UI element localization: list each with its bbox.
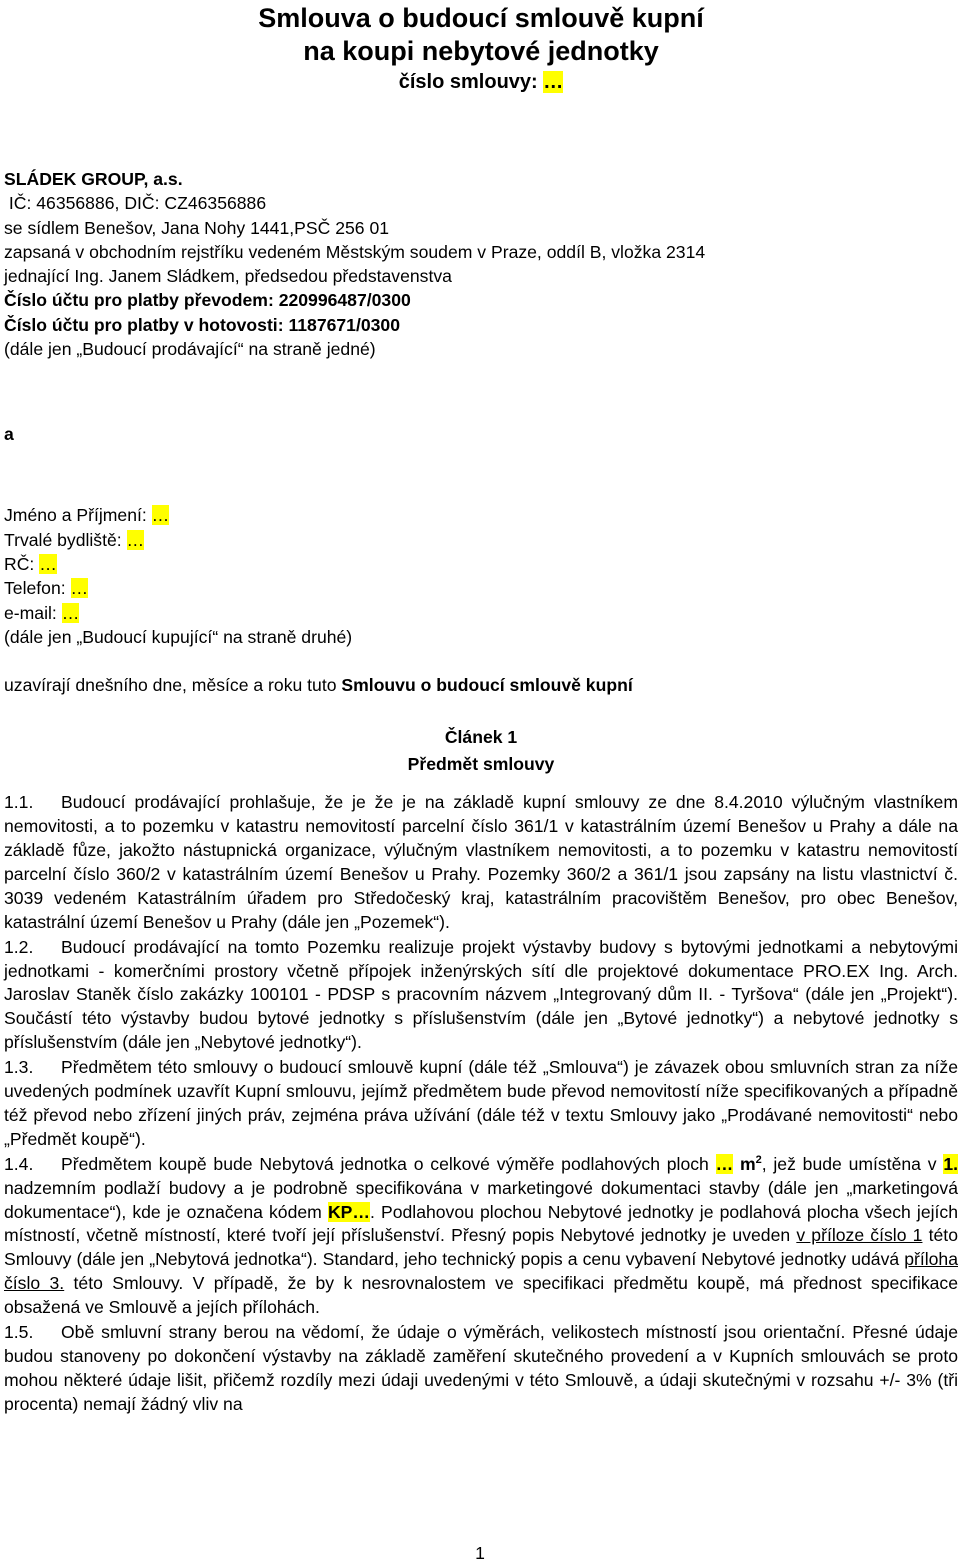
contract-number (4, 69, 958, 95)
buyer-email-value: … (61, 602, 80, 623)
section-1-4 (4, 1153, 958, 1320)
title-line-2: na koupi nebytové jednotky (303, 36, 659, 66)
seller-ids: IČ: 46356886, DIČ: CZ46356886 (4, 193, 267, 214)
area-unit-exponent: 2 (755, 1153, 762, 1166)
party-conjunction: a (4, 424, 14, 445)
section-text: Budoucí prodávající prohlašuje, že je že je na základě kupní smlouvy ze dne 8.4.2010 výlučným vlastníkem nemovitosti, a to pozemku v katastru nemovitostí parcelní číslo 361/1 v katastrálním území Benešov u Prahy a dále na základě fůze, jakožto nástupnická organizace, výlučným vlastníkem nemovitosti, a to pozemku v katastru nemovitostí parcelní číslo 360/2 v katastrálním území Benešov u Prahy. Pozemky 360/2 a 361/1 jsou zapsány na listu vlastnictví č. 3039 vedeném Katastrálním úřadem pro Středočeský kraj, katastrálním pracovištěm Benešov, pro obec Benešov, katastrální území Benešov u Prahy (dále jen „Pozemek“). (4, 792, 958, 932)
buyer-phone-label: Telefon: (4, 578, 71, 599)
section-1-2 (4, 936, 958, 1056)
section-text: této Smlouvy (dále jen „Nebytová jednotka“). Standard, jeho technický popis a cenu vybavení Nebytové jednotky udává (4, 1225, 958, 1270)
section-text: Předmětem této smlouvy o budoucí smlouvě kupní (dále též „Smlouva“) je závazek obou smluvních stran za níže uvedených podmínek uzavřít Kupní smlouvu, jejímž předmětem bude převod nemovitostí níže specifikovaných a případně též převod nebo zřízení jiných práv, zejména práva užívání (dále též v textu Smlouvy jako „Prodávané nemovitosti“ nebo „Předmět koupě“). (4, 1057, 958, 1149)
section-number: 1.2. (4, 936, 34, 957)
intro-text: uzavírají dnešního dne, měsíce a roku tuto (4, 675, 342, 696)
contract-number-value: … (543, 71, 564, 93)
unit-code: KP… (327, 1201, 370, 1222)
floor-number: 1. (943, 1153, 958, 1174)
contract-page (4, 0, 958, 1417)
buyer-field-address (4, 528, 958, 552)
section-text: . Podlahovou plochou Nebytové jednotky je podlahová plocha všech jejích místností, včetně místností, které tvoří její příslušenství. Přesný popis Nebytové jednotky je uveden (4, 1201, 958, 1246)
contract-number-label: číslo smlouvy: (398, 71, 538, 93)
buyer-field-phone (4, 576, 958, 600)
buyer-email-label: e-mail: (4, 602, 62, 623)
buyer-id-value: … (39, 553, 57, 574)
page-number: 1 (475, 1543, 485, 1563)
section-text: Předmětem koupě bude Nebytová jednotka o celkové výměře podlahových ploch (61, 1153, 716, 1174)
section-number: 1.4. (4, 1153, 34, 1174)
section-1-1 (4, 791, 958, 934)
article-title: Předmět smlouvy (407, 754, 555, 775)
seller-name: SLÁDEK GROUP, a.s. (4, 169, 183, 189)
seller-registry: zapsaná v obchodním rejstříku vedeném Městským soudem v Praze, oddíl B, vložka 2314 (4, 241, 706, 262)
area-value: … (715, 1153, 734, 1174)
document-title (4, 2, 958, 68)
article-heading (4, 724, 958, 778)
section-text: nadzemním podlaží budovy a je podrobně specifikována v marketingové dokumentaci stavby (dále jen „marketingová dokumentace“), kde je označena kódem (4, 1177, 958, 1222)
seller-role: (dále jen „Budoucí prodávající“ na straně jedné) (4, 339, 376, 360)
annex-1-reference: v příloze číslo 1 (796, 1225, 923, 1246)
buyer-address-label: Trvalé bydliště: (4, 529, 127, 550)
article-number: Článek 1 (444, 727, 518, 748)
buyer-name-value: … (151, 505, 170, 526)
section-number: 1.1. (4, 792, 34, 813)
area-unit: m (733, 1153, 756, 1174)
section-text: Obě smluvní strany berou na vědomí, že údaje o výměrách, velikostech místností jsou orientační. Přesné údaje budou stanoveny po dokončení výstavby na základě zaměření skutečného provedení a v Kupních smlouvách se proto mohou některé údaje lišit, přičemž rozdíly mezi údaji uvedenými v této Smlouvě, a údaji skutečnými v rozsahu +/- 3% (tři procenta) nemají žádný vliv na (4, 1322, 958, 1414)
sections (4, 791, 958, 1417)
section-text: této Smlouvy. V případě, že by k nesrovnalostem ve specifikaci předmětu koupě, má přednost specifikace obsažená ve Smlouvě a jejích přílohách. (4, 1273, 958, 1318)
seller-representative: jednající Ing. Janem Sládkem, předsedou představenstva (4, 266, 452, 287)
buyer-role: (dále jen „Budoucí kupující“ na straně druhé) (4, 626, 353, 647)
section-number: 1.5. (4, 1322, 34, 1343)
buyer-name-label: Jméno a Příjmení: (4, 505, 152, 526)
seller-account-transfer: Číslo účtu pro platby převodem: 220996487/0300 (4, 290, 411, 311)
buyer-address-value: … (126, 529, 145, 550)
buyer-field-id (4, 552, 958, 576)
section-1-3 (4, 1056, 958, 1152)
intro-contract-name: Smlouvu o budoucí smlouvě kupní (341, 675, 633, 696)
annex-3-reference: příloha číslo 3. (4, 1249, 958, 1294)
section-text: Budoucí prodávající na tomto Pozemku realizuje projekt výstavby budovy s bytovými jednotkami a nebytovými jednotkami - komerčními prostory včetně přípojek inženýrských sítí dle projektové dokumentace PRO.EX Ing. Arch. Jaroslav Staněk číslo zakázky 100101 - PDSP s pracovním názvem „Integrovaný dům II. - Tyršova“ (dále jen „Projekt“). Součástí této výstavby budou bytové jednotky s příslušenstvím (dále jen „Bytové jednotky“) a nebytové jednotky s příslušenstvím (dále jen „Nebytové jednotky“). (4, 936, 958, 1053)
seller-address: se sídlem Benešov, Jana Nohy 1441,PSČ 256 01 (4, 217, 390, 238)
buyer-block (4, 503, 958, 649)
title-line-1: Smlouva o budoucí smlouvě kupní (258, 3, 704, 33)
intro-sentence (4, 673, 958, 697)
buyer-phone-value: … (70, 578, 89, 599)
section-text: , jež bude umístěna v (761, 1153, 944, 1174)
buyer-field-name (4, 503, 958, 527)
seller-account-cash: Číslo účtu pro platby v hotovosti: 1187671/0300 (4, 314, 400, 335)
section-1-5 (4, 1321, 958, 1417)
buyer-field-email (4, 601, 958, 625)
seller-block (4, 167, 958, 361)
section-number: 1.3. (4, 1057, 34, 1078)
buyer-id-label: RČ: (4, 553, 40, 574)
